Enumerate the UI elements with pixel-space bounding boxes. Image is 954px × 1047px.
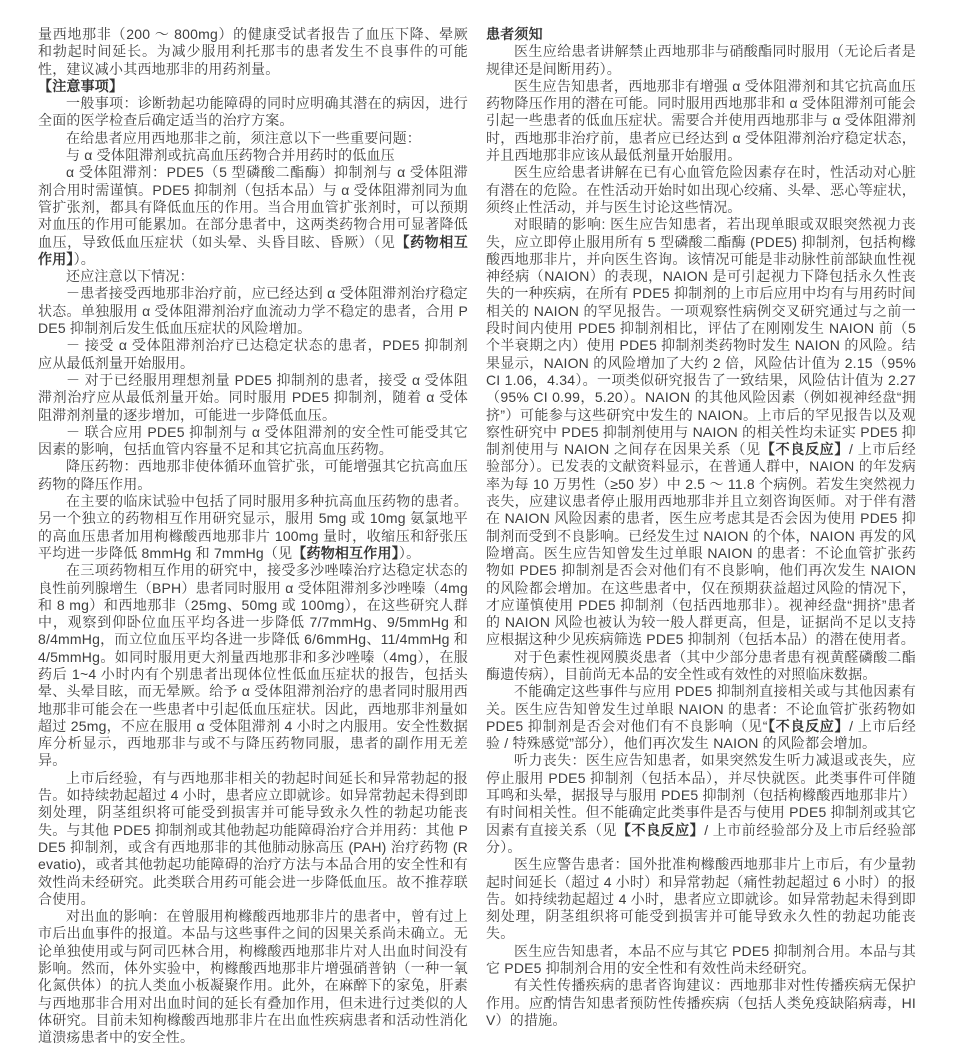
paragraph: － 联合应用 PDE5 抑制剂与 α 受体阻滞剂的安全性可能受其它因素的影响，包括血管内容量不足和其它抗高血压药物。	[38, 423, 468, 458]
paragraph: 不能确定这些事件与应用 PDE5 抑制剂直接相关或与其他因素有关。医生应告知曾发生过单眼 NAION 的患者：不论血管扩张药物如 PDE5 抑制剂是否会对他们有不良影响（见“【不良反应】/ 上市后经验 / 特殊感觉”部分），他们再次发生 NAION 的风险都会增加。	[486, 683, 917, 752]
paragraph: 对出血的影响：在曾服用枸橼酸西地那非片的患者中，曾有过上市后出血事件的报道。本品与这些事件之间的因果关系尚未确立。无论单独使用或与阿司匹林合用，枸橼酸西地那非片对人出血时间没有影响。然而，体外实验中，枸橼酸西地那非片增强硝普钠（一种一氧化氮供体）的抗人类血小板凝聚作用。此外，在麻醉下的家兔，肝素与西地那非合用对出血时间的延长有叠加作用，但未进行过类似的人体研究。目前未知枸橼酸西地那非片在出血性疾病患者和活动性消化道溃疡患者中的安全性。	[38, 908, 468, 1046]
paragraph: 在给患者应用西地那非之前，须注意以下一些重要问题：	[66, 129, 421, 146]
paragraph: 与 α 受体阻滞剂或抗高血压药物合并用药时的低血压	[66, 147, 395, 164]
section-heading: 患者须知	[486, 26, 543, 42]
paragraph: 量西地那非（200 ～ 800mg）的健康受试者报告了血压下降、晕厥和勃起时间延长。为减少服用利托那韦的患者发生不良事件的可能性，建议减小其西地那非的用药剂量。	[38, 26, 468, 77]
left-column	[38, 26, 469, 1046]
right-column	[486, 26, 917, 1028]
paragraph: －患者接受西地那非治疗前，应已经达到 α 受体阻滞剂治疗稳定状态。单独服用 α 受体阻滞剂治疗血流动力学不稳定的患者，合用 PDE5 抑制剂后发生低血压症状的风险增加。	[38, 285, 468, 337]
section-heading: 【注意事项】	[38, 77, 124, 94]
paragraph: 一般事项：诊断勃起功能障碍的同时应明确其潜在的病因，进行全面的医学检查后确定适当的治疗方案。	[38, 95, 468, 129]
paragraph: 医生应给患者讲解在已有心血管危险因素存在时，性活动对心脏有潜在的危险。在性活动开始时如出现心绞痛、头晕、恶心等症状，须终止性活动，并与医生讨论这些情况。	[486, 164, 916, 215]
paragraph: 听力丧失：医生应告知患者，如果突然发生听力减退或丧失，应停止服用 PDE5 抑制剂（包括本品），并尽快就医。此类事件可伴随耳鸣和头晕，据报导与服用 PDE5 抑制剂（包括枸橼酸西地那非片）有时间相关性。但不能确定此类事件是否与使用 PDE5 抑制剂或其它因素有直接关系（见【不良反应】/ 上市前经验部分及上市后经验部分）。	[486, 752, 916, 855]
paragraph: 医生应给患者讲解禁止西地那非与硝酸酯同时服用（无论后者是规律还是间断用药）。	[486, 43, 916, 77]
paragraph: 有关性传播疾病的患者咨询建议：西地那非对性传播疾病无保护作用。应酌情告知患者预防性传播疾病（包括人类免疫缺陷病毒，HIV）的措施。	[486, 977, 916, 1028]
paragraph: 医生应警告患者：国外批准枸橼酸西地那非片上市后，有少量勃起时间延长（超过 4 小时）和异常勃起（痛性勃起超过 6 小时）的报告。如持续勃起超过 4 小时，患者应立即就诊。如异常勃起未得到即刻处理，阴茎组织将可能受到损害并可能导致永久性的勃起功能丧失。	[486, 856, 916, 942]
paragraph: 医生应告知患者，本品不应与其它 PDE5 抑制剂合用。本品与其它 PDE5 抑制剂合用的安全性和有效性尚未经研究。	[486, 942, 916, 977]
paragraph: α 受体阻滞剂：PDE5（5 型磷酸二酯酶）抑制剂与 α 受体阻滞剂合用时需谨慎。PDE5 抑制剂（包括本品）与 α 受体阻滞剂同为血管扩张剂，都具有降低血压的作用。当合用血管扩张剂时，可以预期对血压的作用可能累加。在部分患者中，这两类药物合用可显著降低血压，导致低血压症状（如头晕、头昏目眩、昏厥）（见【药物相互作用】）。	[38, 164, 469, 267]
paragraph: 降压药物：西地那非使体循环血管扩张，可能增强其它抗高血压药物的降压作用。	[38, 458, 468, 492]
paragraph: 在三项药物相互作用的研究中，接受多沙唑嗪治疗达稳定状态的良性前列腺增生（BPH）患者同时服用 α 受体阻滞剂多沙唑嗪（4mg 和 8 mg）和西地那非（25mg、50mg 或 100mg），在这些研究人群中，观察到仰卧位血压平均各进一步降低 7/7mmHg、9/5mmHg 和 8/4mmHg，而立位血压平均各进一步降低 6/6mmHg、11/4mmHg 和 4/5mmHg。如同时服用更大剂量西地那非和多沙唑嗪（4mg），在服药后 1~4 小时内有个别患者出现体位性低血压症状的报告，包括头晕、头晕目眩，而无晕厥。给予 α 受体阻滞剂治疗的患者同时服用西地那非可能会在一些患者中引起低血压症状。因此，西地那非剂量如超过 25mg，不应在服用 α 受体阻滞剂 4 小时之内服用。安全性数据库分析显示，西地那非与或不与降压药物同服，患者的副作用无差异。	[38, 562, 468, 769]
paragraph: 对眼睛的影响: 医生应告知患者，若出现单眼或双眼突然视力丧失，应立即停止服用所有 5 型磷酸二酯酶 (PDE5) 抑制剂，包括枸橼酸西地那非片，并向医生咨询。该情况可能是非动脉性前部缺血性视神经病（NAION）的表现，NAION 是可引起视力下降包括永久性丧失的一种疾病，在所有 PDE5 抑制剂的上市后应用中均有与用药时间相关的 NAION 的罕见报告。一项观察性病例交叉研究通过与之前一段时间内使用 PDE5 抑制剂相比，评估了在刚刚发生 NAION 前（5 个半衰期之内）使用 PDE5 抑制剂类药物时发生 NAION 的风险。结果显示，NAION 的风险增加了大约 2 倍，风险估计值为 2.15（95% CI 1.06，4.34）。一项类似研究报告了一致结果，风险估计值为 2.27（95% CI 0.99，5.20）。NAION 的其他风险因素（例如视神经盘“拥挤”）可能参与这些研究中发生的 NAION。上市后的罕见报告以及观察性研究中 PDE5 抑制剂使用与 NAION 的相关性均未证实 PDE5 抑制剂使用与 NAION 之间存在因果关系（见【不良反应】/ 上市后经验部分）。已发表的文献资料显示，在普通人群中，NAION 的年发病率为每 10 万男性（≥50 岁）中 2.5 ～ 11.8 个病例。若发生突然视力丧失，应建议患者停止服用西地那非并且立刻咨询医师。对于伴有潜在 NAION 风险因素的患者，医生应考虑其是否会因为使用 PDE5 抑制剂而受到不良影响。已经发生过 NAION 的个体，NAION 再发的风险增高。医生应告知曾发生过单眼 NAION 的患者：不论血管扩张药物如 PDE5 抑制剂是否会对他们有不良影响，他们再次发生 NAION 的风险都会增加。在这些患者中，仅在预期获益超过风险的情况下，才应谨慎使用 PDE5 抑制剂（包括西地那非）。视神经盘“拥挤”患者的 NAION 风险也被认为较一般人群更高，但是，证据尚不足以支持应根据这种少见疾病筛选 PDE5 抑制剂（包括本品）的潜在使用者。	[486, 216, 916, 648]
paragraph: 在主要的临床试验中包括了同时服用多种抗高血压药物的患者。另一个独立的药物相互作用研究显示，服用 5mg 或 10mg 氨氯地平的高血压患者加用枸橼酸西地那非片 100mg 量时，收缩压和舒张压平均进一步降低 8mmHg 和 7mmHg（见【药物相互作用】）。	[38, 493, 468, 561]
paragraph: 还应注意以下情况：	[66, 268, 194, 285]
paragraph: － 接受 α 受体阻滞剂治疗已达稳定状态的患者，PDE5 抑制剂应从最低剂量开始服用。	[38, 337, 468, 371]
paragraph: － 对于已经服用理想剂量 PDE5 抑制剂的患者，接受 α 受体阻滞剂治疗应从最低剂量开始。同时服用 PDE5 抑制剂，随着 α 受体阻滞剂剂量的逐步增加，可能进一步降低血压。	[38, 371, 468, 423]
paragraph: 医生应告知患者，西地那非有增强 α 受体阻滞剂和其它抗高血压药物降压作用的潜在可能。同时服用西地那非和 α 受体阻滞剂可能会引起一些患者的低血压症状。需要合并使用西地那非与 α 受体阻滞剂时，西地那非治疗前，患者应已经达到 α 受体阻滞剂治疗稳定状态，并且西地那非应该从最低剂量开始服用。	[486, 77, 916, 164]
paragraph: 上市后经验，有与西地那非相关的勃起时间延长和异常勃起的报告。如持续勃起超过 4 小时，患者应立即就诊。如异常勃起未得到即刻处理，阴茎组织将可能受到损害并可能导致永久性的勃起功能丧失。与其他 PDE5 抑制剂或其他勃起功能障碍治疗合并用药：其他 PDE5 抑制剂，或含有西地那非的其他肺动脉高压 (PAH) 治疗药物 (Revatio)，或者其他勃起功能障碍的治疗方法与本品合用的安全性和有效性尚未经研究。此类联合用药可能会进一步降低血压。故不推荐联合使用。	[38, 769, 468, 907]
paragraph: 对于色素性视网膜炎患者（其中少部分患者患有视黄醛磷酸二酯酶遗传病），目前尚无本品的安全性或有效性的对照临床数据。	[486, 648, 916, 682]
